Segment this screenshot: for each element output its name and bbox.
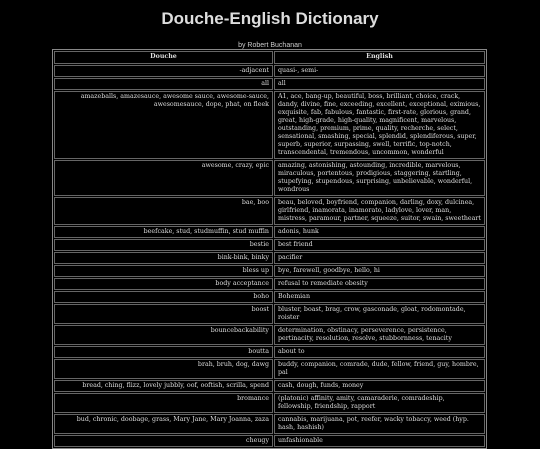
douche-term: bae, boo xyxy=(54,197,273,225)
douche-term: bless up xyxy=(54,265,273,277)
douche-term: brah, bruh, dog, dawg xyxy=(54,359,273,379)
table-row xyxy=(54,278,485,290)
douche-term: body acceptance xyxy=(54,278,273,290)
english-definition: all xyxy=(274,78,485,90)
column-header-english: English xyxy=(274,51,485,64)
page-title: Douche-English Dictionary xyxy=(161,9,379,28)
english-definition: pacifier xyxy=(274,252,485,264)
douche-term: awesome, crazy, epic xyxy=(54,160,273,196)
english-definition: adonis, hunk xyxy=(274,226,485,238)
table-row xyxy=(54,380,485,392)
english-definition: refusal to remediate obesity xyxy=(274,278,485,290)
douche-term: bud, chronic, doobage, grass, Mary Jane, Mary Joanna, zaza xyxy=(54,414,273,434)
english-definition: bye, farewell, goodbye, hello, hi xyxy=(274,265,485,277)
table-row xyxy=(54,359,485,379)
douche-term: bink-bink, binky xyxy=(54,252,273,264)
english-definition: about to xyxy=(274,346,485,358)
english-definition: best friend xyxy=(274,239,485,251)
dictionary-table xyxy=(52,49,487,449)
english-definition: (platonic) affinity, amity, camaraderie, comradeship, fellowship, friendship, rapport xyxy=(274,393,485,413)
douche-term: boho xyxy=(54,291,273,303)
english-definition: quasi-, semi- xyxy=(274,65,485,77)
english-definition: amazing, astonishing, astounding, incredible, marvelous, miraculous, portentous, prodigious, staggering, startling, stupefying, stupendous, surprising, unbelievable, wonderful, wondrous xyxy=(274,160,485,196)
table-row xyxy=(54,91,485,159)
table-row xyxy=(54,346,485,358)
english-definition: cannabis, marijuana, pot, reefer, wacky tobaccy, weed (hyp. hash, hashish) xyxy=(274,414,485,434)
table-row xyxy=(54,197,485,225)
english-definition: determination, obstinacy, perseverence, persistence, pertinacity, resolution, resolve, stubbornness, tenacity xyxy=(274,325,485,345)
table-row xyxy=(54,393,485,413)
table-row xyxy=(54,325,485,345)
english-definition: A1, ace, bang-up, beautiful, boss, brilliant, choice, crack, dandy, divine, fine, exceeding, excellent, exceptional, eximious, exquisite, fab, fabulous, fantastic, first-rate, glorious, grand, great, high-grade, high-quality, magnificent, marvelous, outstanding, premium, prime, quality, recherche, select, sensational, smashing, special, splendid, splendiferous, super, superb, superior, surpassing, swell, terrific, top-notch, transcendental, tremendous, uncommon, wonderful xyxy=(274,91,485,159)
column-header-douche: Douche xyxy=(54,51,273,64)
table-row xyxy=(54,304,485,324)
table-row xyxy=(54,226,485,238)
english-definition: Bohemian xyxy=(274,291,485,303)
douche-term: cheugy xyxy=(54,435,273,447)
english-definition: buddy, companion, comrade, dude, fellow, friend, guy, hombre, pal xyxy=(274,359,485,379)
author-byline: by Robert Buchanan xyxy=(238,42,302,49)
table-row xyxy=(54,414,485,434)
douche-term: -adjacent xyxy=(54,65,273,77)
table-body xyxy=(54,65,485,447)
table-row xyxy=(54,435,485,447)
english-definition: bluster, boast, brag, crow, gasconade, gloat, rodomontade, roister xyxy=(274,304,485,324)
douche-term: bromance xyxy=(54,393,273,413)
douche-term: bread, ching, flizz, lovely jubbly, oof, ooftish, scrilla, spend xyxy=(54,380,273,392)
table-row xyxy=(54,291,485,303)
table-row xyxy=(54,265,485,277)
table-row xyxy=(54,160,485,196)
english-definition: beau, beloved, boyfriend, companion, darling, doxy, dulcinea, girlfriend, inamorata, inamorato, ladylove, lover, man, mistress, paramour, partner, squeeze, suitor, swain, sweetheart xyxy=(274,197,485,225)
douche-term: beefcake, stud, studmuffin, stud muffin xyxy=(54,226,273,238)
douche-term: boost xyxy=(54,304,273,324)
douche-term: all xyxy=(54,78,273,90)
table-row xyxy=(54,252,485,264)
douche-term: boutta xyxy=(54,346,273,358)
english-definition: unfashionable xyxy=(274,435,485,447)
table-row xyxy=(54,239,485,251)
table-row xyxy=(54,78,485,90)
english-definition: cash, dough, funds, money xyxy=(274,380,485,392)
douche-term: amazeballs, amazesauce, awesome sauce, awesome-sauce, awesomesauce, dope, phat, on fleek xyxy=(54,91,273,159)
table-row xyxy=(54,65,485,77)
table-header-row xyxy=(54,51,485,64)
douche-term: bestie xyxy=(54,239,273,251)
douche-term: bouncebackability xyxy=(54,325,273,345)
